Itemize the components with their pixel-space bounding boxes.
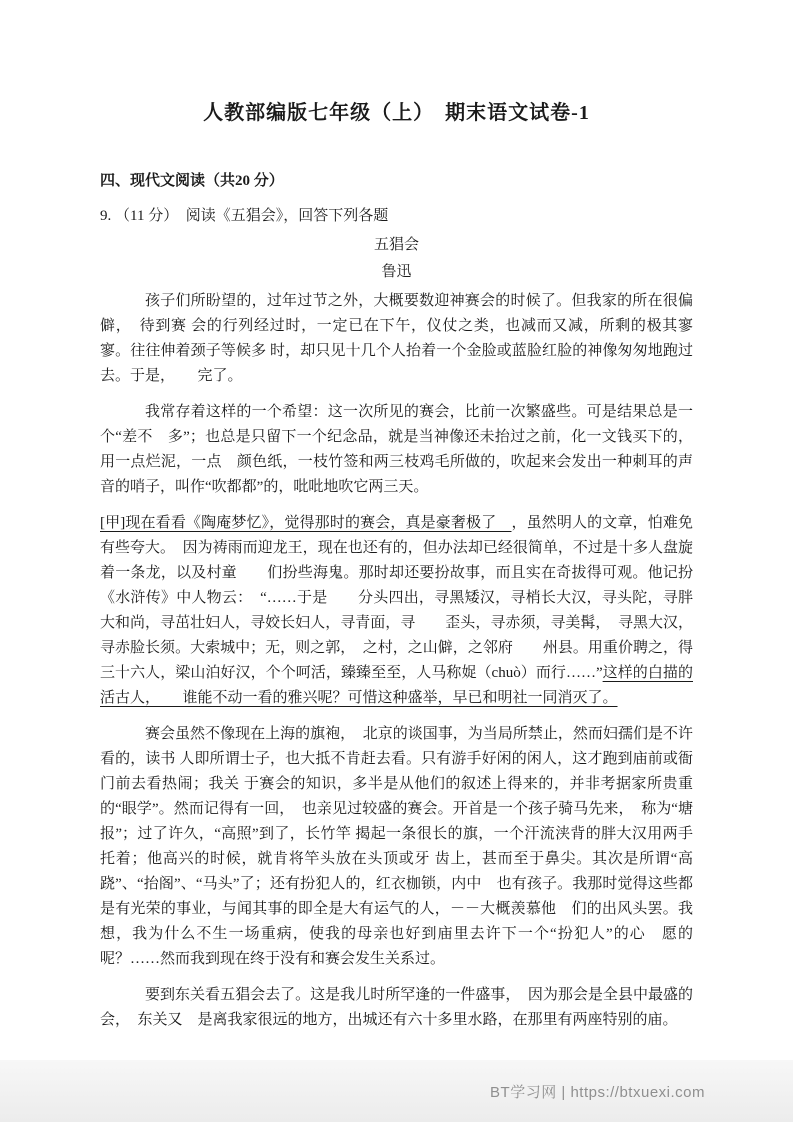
passage-text: 赛会虽然不像现在上海的旗袍， 北京的谈国事，为当局所禁止，然而妇孺们是不许看的，读书 人即所谓士子，也大抵不肯赶去看。只有游手好闲的闲人，这才跑到庙前或衙门前去看热闹；我关 于赛会的知识，多半是从他们的叙述上得来的，并非考据家所贵重的“眼学”。然而记得有一回， 也亲见过较盛的赛会。开首是一个孩子骑马先来， 称为“塘报”；过了许久，“高照”到了，长竹竿 揭起一条很长的旗，一个汗流浃背的胖大汉用两手托着；他高兴的时候，就肯将竿头放在头顶或牙 齿上，甚而至于鼻尖。其次是所谓“高跷”、“抬阁”、“马头”了；还有扮犯人的，红衣枷锁，内中 也有孩子。我那时觉得这些都是有光荣的事业，与闻其事的即全是大有运气的人，－－大概羡慕他 们的出风头罢。我想，我为什么不生一场重病，使我的母亲也好到庙里去许下一个“扮犯人”的心 愿的呢？……然而我到现在终于没有和赛会发生关系过。	[100, 726, 693, 967]
passage-title: 五猖会	[373, 237, 419, 253]
passage-paragraph	[100, 983, 693, 1033]
passage-paragraph	[100, 289, 693, 389]
passage-body	[100, 289, 693, 1033]
passage-paragraph	[100, 511, 693, 711]
passage-text: ，虽然明人的文章，怕难免有些夸大。 因为祷雨而迎龙王，现在也还有的，但办法却已经很简单，不过是十多人盘旋着一条龙，以及村童 们扮些海鬼。那时却还要扮故事，而且实在奇拔得可观。他记扮《水浒传》中人物云： “……于是 分头四出，寻黑矮汉，寻梢长大汉，寻头陀，寻胖大和尚，寻茁壮妇人，寻姣长妇人，寻青面，寻 歪头，寻赤须，寻美髯， 寻黑大汉，寻赤脸长须。大索城中；无，则之郭， 之村，之山僻，之邻府 州县。用重价聘之，得三十六人，梁山泊好汉，个个呵活，臻臻至至，人马称娖（chuò）而行……”	[100, 515, 693, 681]
passage-text: 孩子们所盼望的，过年过节之外，大概要数迎神赛会的时候了。但我家的所在很偏僻， 待到赛 会的行列经过时，一定已在下午，仪仗之类，也减而又减，所剩的极其寥寥。往往伸着颈子等候多 时，却只见十几个人抬着一个金脸或蓝脸红脸的神像匆匆地跑过去。于是， 完了。	[100, 293, 693, 384]
question-text: 9. （11 分） 阅读《五猖会》，回答下列各题	[100, 208, 389, 224]
footer-bar	[0, 1060, 793, 1122]
passage-paragraph	[100, 400, 693, 500]
passage-text: 我常存着这样的一个希望：这一次所见的赛会，比前一次繁盛些。可是结果总是一个“差不 多”；也总是只留下一个纪念品，就是当神像还未抬过之前，化一文钱买下的，用一点烂泥，一点 颜色纸，一枝竹签和两三枝鸡毛所做的，吹起来会发出一种刺耳的声音的哨子，叫作“吹都都”的，吡吡地吹它两三天。	[100, 404, 693, 495]
passage-text: 要到东关看五猖会去了。这是我儿时所罕逢的一件盛事， 因为那会是全县中最盛的会， 东关又 是离我家很远的地方，出城还有六十多里水路，在那里有两座特别的庙。	[100, 987, 693, 1028]
section-heading: 四、现代文阅读（共20 分）	[100, 173, 284, 189]
document-title: 人教部编版七年级（上） 期末语文试卷-1	[203, 102, 590, 124]
passage-author: 鲁迅	[381, 264, 412, 280]
footer-watermark: BT学习网 | https://btxuexi.com	[490, 1083, 705, 1101]
underlined-sentence: 这样的白描的活古人， 谁能不动一看的雅兴呢？可惜这种盛举，早已和明社一同消灭了。	[100, 665, 693, 706]
underlined-sentence: [甲]现在看看《陶庵梦忆》，觉得那时的赛会，真是豪奢极了	[100, 515, 512, 531]
passage-paragraph	[100, 722, 693, 972]
